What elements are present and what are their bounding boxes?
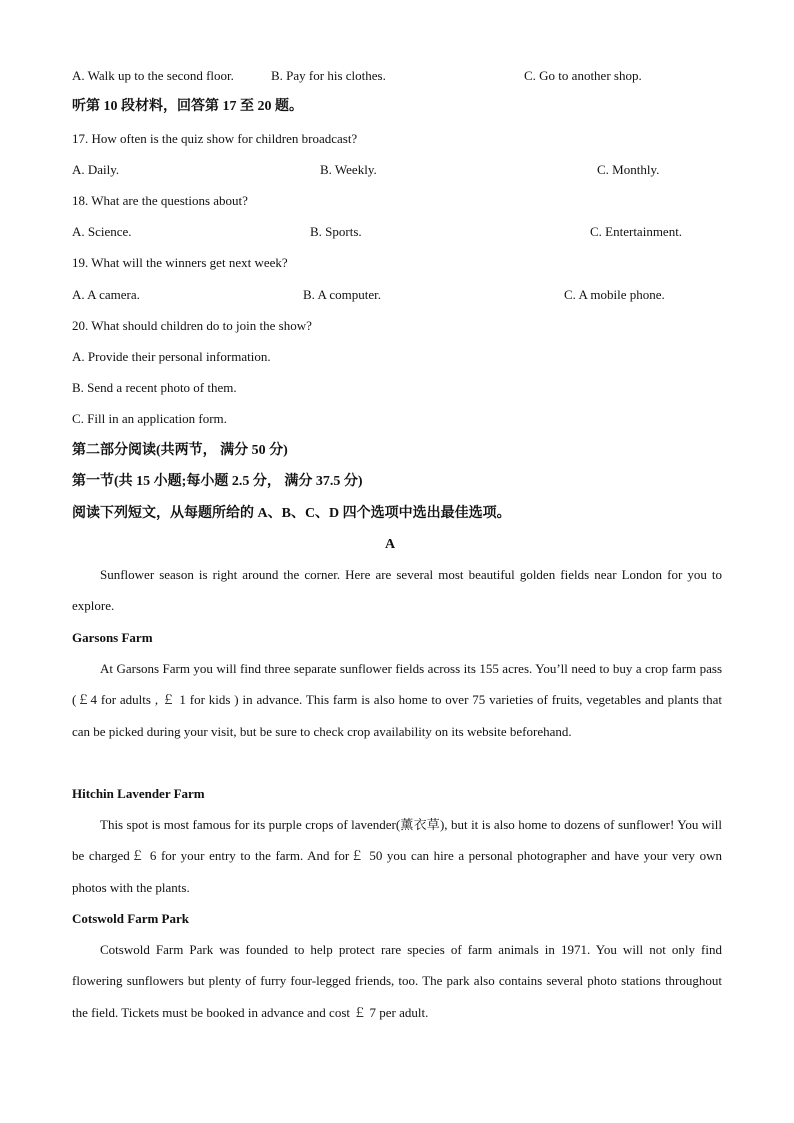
q16-option-b: B. Pay for his clothes. <box>271 68 386 83</box>
q18-option-c: C. Entertainment. <box>590 224 683 239</box>
farm-text-cotswold: Cotswold Farm Park was founded to help protect rare species of farm animals in 1971. You will not only find flowering sunflowers but plenty of furry four-legged friends, too. The park also contains several photo stations throughout the field. Tickets must be booked in advance and cost ￡ 7 per adult. <box>72 942 722 1020</box>
farm-name-garsons: Garsons Farm <box>72 630 153 645</box>
question-19: 19. What will the winners get next week? <box>72 255 288 270</box>
intro-paragraph: Sunflower season is right around the corner. Here are several most beautiful golden fields near London for you to explore. <box>72 567 722 614</box>
question-18: 18. What are the questions about? <box>72 193 248 208</box>
q17-option-a: A. Daily. <box>72 162 120 177</box>
farm-name-cotswold: Cotswold Farm Park <box>72 911 189 926</box>
q19-option-c: C. A mobile phone. <box>564 287 665 302</box>
q17-option-b: B. Weekly. <box>320 162 377 177</box>
farm-text-hitchin: This spot is most famous for its purple crops of lavender(薰衣草), but it is also home to dozens of sunflower! You will be charged￡ 6 for your entry to the farm. And for￡ 50 you can hire a personal photographer and have your very own photos with the plants. <box>72 817 722 895</box>
part2-heading: 第二部分阅读(共两节， 满分 50 分) <box>72 443 288 458</box>
section1-heading: 第一节(共 15 小题;每小题 2.5 分， 满分 37.5 分) <box>72 474 363 489</box>
q20-option-b: B. Send a recent photo of them. <box>72 380 237 395</box>
q19-option-b: B. A computer. <box>303 287 381 302</box>
farm-name-hitchin: Hitchin Lavender Farm <box>72 786 205 801</box>
instruction: 阅读下列短文，从每题所给的 A、B、C、D 四个选项中选出最佳选项。 <box>72 506 511 521</box>
farm-text-garsons: At Garsons Farm you will find three separate sunflower fields across its 155 acres. You’ll need to buy a crop farm pass (￡4 for adults , ￡ 1 for kids ) in advance. This farm is also home to over 75 varieties of fruits, vegetables and plants that can be picked during your visit, but be sure to check crop availability on its website beforehand. <box>72 661 722 739</box>
q16-option-c: C. Go to another shop. <box>524 68 642 83</box>
q18-option-b: B. Sports. <box>310 224 362 239</box>
q18-option-a: A. Science. <box>72 224 132 239</box>
section10-heading: 听第 10 段材料，回答第 17 至 20 题。 <box>72 99 303 114</box>
question-17: 17. How often is the quiz show for children broadcast? <box>72 131 358 146</box>
q20-option-a: A. Provide their personal information. <box>72 349 271 364</box>
q17-option-c: C. Monthly. <box>597 162 660 177</box>
q16-option-a: A. Walk up to the second floor. <box>72 68 234 83</box>
question-20: 20. What should children do to join the show? <box>72 318 312 333</box>
passage-label: A <box>384 537 396 552</box>
q19-option-a: A. A camera. <box>72 287 140 302</box>
q20-option-c: C. Fill in an application form. <box>72 411 227 426</box>
